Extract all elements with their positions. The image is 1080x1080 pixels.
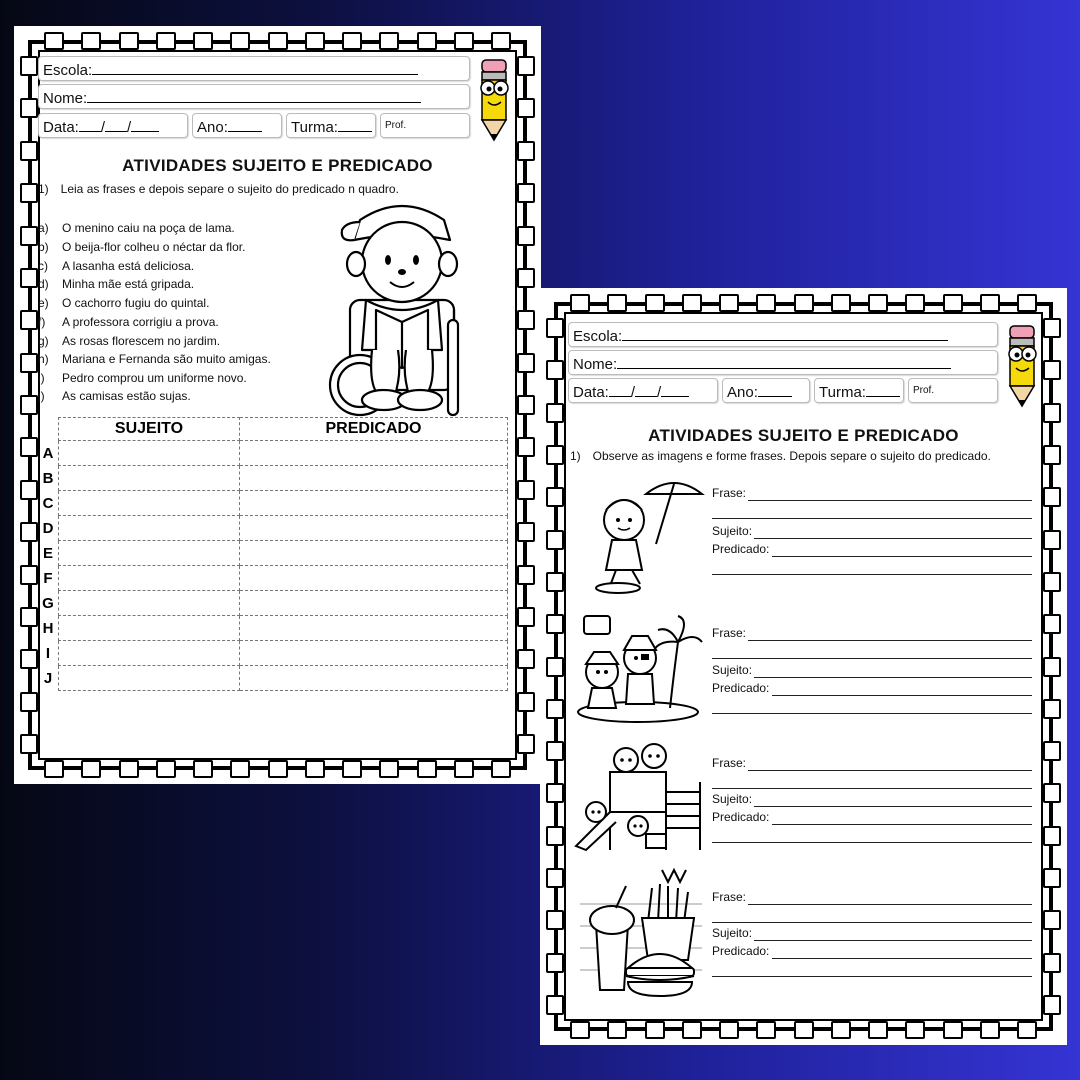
year-field[interactable]: Ano:	[722, 378, 810, 403]
table-row	[38, 641, 508, 666]
predicate-label: Predicado:	[712, 681, 770, 695]
list-item: c) A lasanha está deliciosa.	[38, 259, 195, 273]
list-item: d) Minha mãe está gripada.	[38, 277, 195, 291]
subject-cell[interactable]	[59, 566, 240, 591]
predicate-line[interactable]	[712, 842, 1032, 843]
sentence-label: Frase:	[712, 890, 747, 904]
worksheet-reading	[14, 26, 541, 784]
table-row	[38, 491, 508, 516]
subject-cell[interactable]	[59, 441, 240, 466]
teacher-field[interactable]: Prof.	[908, 378, 998, 403]
list-item: f) A professora corrigiu a prova.	[38, 315, 219, 329]
teacher-field[interactable]: Prof.	[380, 113, 470, 138]
predicate-line[interactable]	[712, 976, 1032, 977]
kids-playground-picture	[570, 742, 706, 854]
predicate-cell[interactable]	[240, 591, 508, 616]
sentence-line[interactable]	[748, 640, 1032, 641]
table-row	[38, 441, 508, 466]
subject-cell[interactable]	[59, 591, 240, 616]
class-field[interactable]: Turma:	[286, 113, 376, 138]
list-item: i) Pedro comprou um uniforme novo.	[38, 371, 247, 385]
school-field[interactable]: Escola:	[568, 322, 998, 347]
predicate-label: Predicado:	[712, 542, 770, 556]
row-label: I	[45, 644, 51, 662]
subject-label: Sujeito:	[712, 663, 753, 677]
predicate-label: Predicado:	[712, 944, 770, 958]
class-field[interactable]: Turma:	[814, 378, 904, 403]
row-label: J	[43, 669, 53, 687]
border-chain-top	[44, 32, 511, 50]
row-label: E	[42, 544, 53, 562]
subject-line[interactable]	[754, 538, 1032, 539]
table-row	[38, 541, 508, 566]
worksheet-pictures	[540, 288, 1067, 1045]
column-header-subject: SUJEITO	[59, 418, 240, 441]
sentence-label: Frase:	[712, 626, 747, 640]
table-row	[38, 466, 508, 491]
instruction: 1) Leia as frases e depois separe o sujeito do predicado n quadro.	[38, 182, 399, 196]
predicate-line[interactable]	[712, 713, 1032, 714]
row-label: G	[42, 594, 54, 612]
border-chain-right	[1043, 318, 1061, 1015]
subject-label: Sujeito:	[712, 926, 753, 940]
answer-table	[38, 417, 508, 691]
table-row	[38, 666, 508, 691]
sentence-label: Frase:	[712, 756, 747, 770]
list-item: e) O cachorro fugiu do quintal.	[38, 296, 210, 310]
girl-umbrella-picture	[576, 474, 706, 594]
pirates-beach-picture	[574, 612, 704, 724]
list-item: h) Mariana e Fernanda são muito amigas.	[38, 352, 271, 366]
subject-cell[interactable]	[59, 466, 240, 491]
predicate-line[interactable]	[772, 824, 1032, 825]
border-chain-bottom	[570, 1021, 1037, 1039]
predicate-cell[interactable]	[240, 466, 508, 491]
predicate-cell[interactable]	[240, 541, 508, 566]
border-chain-right	[517, 56, 535, 754]
row-label: H	[42, 619, 54, 637]
column-header-predicate: PREDICADO	[240, 418, 508, 441]
predicate-line[interactable]	[772, 958, 1032, 959]
subject-line[interactable]	[754, 677, 1032, 678]
name-field[interactable]: Nome:	[38, 84, 470, 109]
pencil-mascot-icon	[1004, 326, 1040, 410]
predicate-cell[interactable]	[240, 441, 508, 466]
sentence-line[interactable]	[712, 518, 1032, 519]
subject-cell[interactable]	[59, 616, 240, 641]
subject-cell[interactable]	[59, 516, 240, 541]
predicate-cell[interactable]	[240, 491, 508, 516]
page-title: ATIVIDADES SUJEITO E PREDICADO	[122, 156, 433, 175]
list-item: j) As camisas estão sujas.	[38, 389, 191, 403]
list-item: b) O beija-flor colheu o néctar da flor.	[38, 240, 246, 254]
sentence-line[interactable]	[712, 788, 1032, 789]
sentence-line[interactable]	[712, 922, 1032, 923]
predicate-cell[interactable]	[240, 641, 508, 666]
subject-cell[interactable]	[59, 666, 240, 691]
predicate-cell[interactable]	[240, 616, 508, 641]
subject-label: Sujeito:	[712, 524, 753, 538]
boy-reading-illustration	[332, 200, 472, 420]
date-field[interactable]: Data: / /	[568, 378, 718, 403]
sentence-label: Frase:	[712, 486, 747, 500]
border-chain-bottom	[44, 760, 511, 778]
row-label: C	[42, 494, 54, 512]
fast-food-picture	[576, 864, 706, 1000]
subject-cell[interactable]	[59, 641, 240, 666]
table-row	[38, 566, 508, 591]
table-row	[38, 516, 508, 541]
row-label: F	[43, 569, 53, 587]
sentence-line[interactable]	[712, 658, 1032, 659]
row-label: B	[42, 469, 54, 487]
table-row	[38, 616, 508, 641]
predicate-line[interactable]	[712, 574, 1032, 575]
predicate-cell[interactable]	[240, 566, 508, 591]
list-item: g) As rosas florescem no jardim.	[38, 334, 221, 348]
page-title: ATIVIDADES SUJEITO E PREDICADO	[648, 426, 959, 445]
name-field[interactable]: Nome:	[568, 350, 998, 375]
row-label: D	[42, 519, 54, 537]
predicate-label: Predicado:	[712, 810, 770, 824]
year-field[interactable]: Ano:	[192, 113, 282, 138]
sentence-line[interactable]	[748, 500, 1032, 501]
date-field[interactable]: Data: / /	[38, 113, 188, 138]
subject-label: Sujeito:	[712, 792, 753, 806]
subject-line[interactable]	[754, 940, 1032, 941]
predicate-line[interactable]	[772, 695, 1032, 696]
table-row	[38, 591, 508, 616]
sentence-line[interactable]	[748, 770, 1032, 771]
predicate-line[interactable]	[772, 556, 1032, 557]
subject-line[interactable]	[754, 806, 1032, 807]
border-chain-top	[570, 294, 1037, 312]
predicate-cell[interactable]	[240, 666, 508, 691]
sentence-line[interactable]	[748, 904, 1032, 905]
row-label: A	[42, 444, 54, 462]
instruction: 1) Observe as imagens e forme frases. Depois separe o sujeito do predicado.	[570, 449, 991, 463]
predicate-cell[interactable]	[240, 516, 508, 541]
pencil-mascot-icon	[476, 60, 512, 144]
subject-cell[interactable]	[59, 541, 240, 566]
subject-cell[interactable]	[59, 491, 240, 516]
list-item: a) O menino caiu na poça de lama.	[38, 221, 235, 235]
school-field[interactable]: Escola:	[38, 56, 470, 81]
